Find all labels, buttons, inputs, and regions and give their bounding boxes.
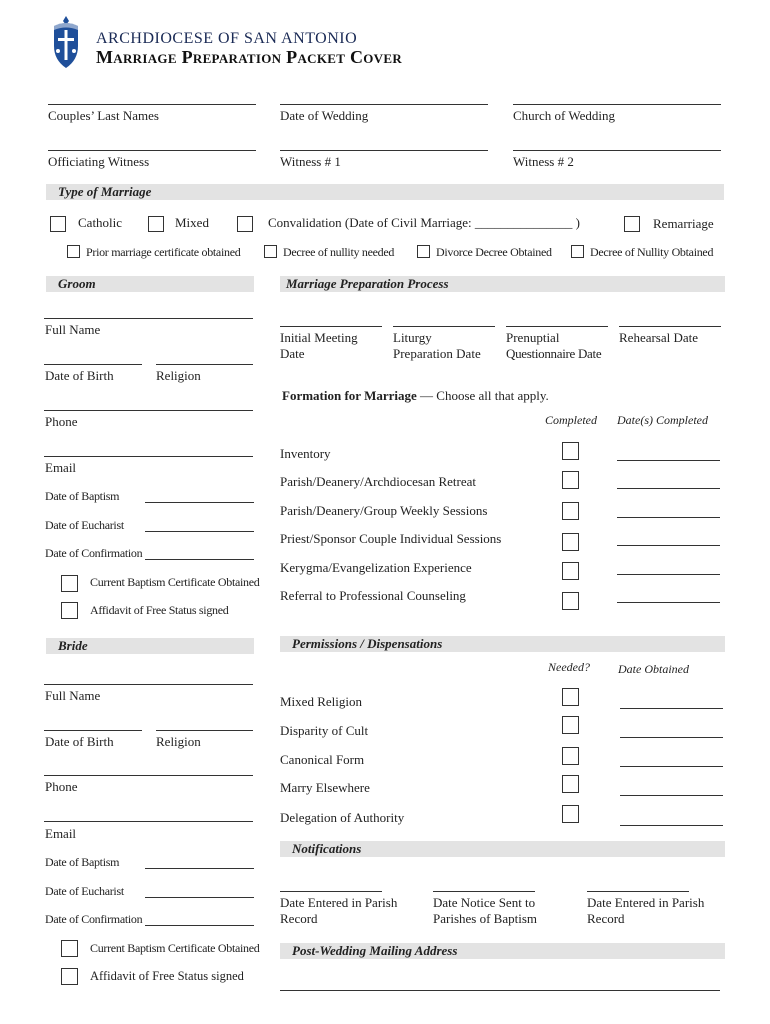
groom-baptism-cert-label: Current Baptism Certificate Obtained <box>90 575 260 589</box>
decree-obtained-checkbox[interactable] <box>571 245 584 258</box>
couples-names-line[interactable] <box>48 104 256 105</box>
groom-affidavit-checkbox[interactable] <box>61 602 78 619</box>
formation-item-counseling: Referral to Professional Counseling <box>280 588 466 603</box>
prenuptial-label-2: Questionnaire Date <box>506 346 602 361</box>
perm-marry-elsewhere: Marry Elsewhere <box>280 780 370 795</box>
church-line[interactable] <box>513 104 721 105</box>
formation-item-weekly: Parish/Deanery/Group Weekly Sessions <box>280 503 488 518</box>
groom-religion-line[interactable] <box>156 364 253 365</box>
bride-eucharist-line[interactable] <box>145 897 254 898</box>
witness1-label: Witness # 1 <box>280 154 341 169</box>
date-entered-label-2: Record <box>280 911 318 926</box>
mixed-religion-checkbox[interactable] <box>562 688 579 706</box>
witness2-label: Witness # 2 <box>513 154 574 169</box>
mixed-checkbox[interactable] <box>148 216 164 232</box>
inventory-checkbox[interactable] <box>562 442 579 460</box>
bride-dob-label: Date of Birth <box>45 734 114 749</box>
groom-eucharist-line[interactable] <box>145 531 254 532</box>
divorce-decree-checkbox[interactable] <box>417 245 430 258</box>
groom-heading: Groom <box>58 276 96 291</box>
mixed-religion-date-line[interactable] <box>620 708 723 709</box>
groom-phone-label: Phone <box>45 414 78 429</box>
church-label: Church of Wedding <box>513 108 615 123</box>
remarriage-label: Remarriage <box>653 216 714 231</box>
bride-religion-label: Religion <box>156 734 201 749</box>
weekly-date-line[interactable] <box>617 517 720 518</box>
perm-disparity-of-cult: Disparity of Cult <box>280 723 369 738</box>
formation-item-inventory: Inventory <box>280 446 331 461</box>
bride-baptism-label: Date of Baptism <box>45 855 120 869</box>
canonical-form-date-line[interactable] <box>620 766 723 767</box>
process-bar <box>280 276 725 292</box>
groom-dob-line[interactable] <box>44 364 142 365</box>
catholic-checkbox[interactable] <box>50 216 66 232</box>
needed-column-header: Needed? <box>548 660 590 674</box>
disparity-date-line[interactable] <box>620 737 723 738</box>
bride-baptism-line[interactable] <box>145 868 254 869</box>
initial-meeting-label-2: Date <box>280 346 305 361</box>
groom-baptism-cert-checkbox[interactable] <box>61 575 78 592</box>
archdiocese-crest-icon <box>48 16 84 70</box>
date-entered-line[interactable] <box>280 891 382 892</box>
witness2-line[interactable] <box>513 150 721 151</box>
date-entered-2-line[interactable] <box>587 891 689 892</box>
officiating-label: Officiating Witness <box>48 154 150 169</box>
initial-meeting-label-1: Initial Meeting <box>280 330 358 345</box>
prenuptial-line[interactable] <box>506 326 608 327</box>
wedding-date-line[interactable] <box>280 104 488 105</box>
bride-confirmation-line[interactable] <box>145 925 254 926</box>
bride-religion-line[interactable] <box>156 730 253 731</box>
disparity-checkbox[interactable] <box>562 716 579 734</box>
permissions-heading: Permissions / Dispensations <box>292 636 443 651</box>
date-obtained-column-header: Date Obtained <box>618 662 689 676</box>
completed-column-header: Completed <box>545 413 597 427</box>
notifications-bar <box>280 841 725 857</box>
rehearsal-label: Rehearsal Date <box>619 330 699 345</box>
groom-baptism-line[interactable] <box>145 502 254 503</box>
formation-heading-rest: — Choose all that apply. <box>416 388 549 403</box>
mailing-address-line[interactable] <box>280 990 720 991</box>
bride-email-label: Email <box>45 826 77 841</box>
groom-religion-label: Religion <box>156 368 201 383</box>
notifications-heading: Notifications <box>292 841 362 856</box>
bride-bar <box>46 638 254 654</box>
date-entered-label-1: Date Entered in Parish <box>280 895 398 910</box>
permissions-bar <box>280 636 725 652</box>
counseling-date-line[interactable] <box>617 602 720 603</box>
date-notice-sent-label-1: Date Notice Sent to <box>433 895 536 910</box>
sponsor-date-line[interactable] <box>617 545 720 546</box>
bride-eucharist-label: Date of Eucharist <box>45 884 124 898</box>
initial-meeting-line[interactable] <box>280 326 382 327</box>
perm-delegation: Delegation of Authority <box>280 810 405 825</box>
delegation-checkbox[interactable] <box>562 805 579 823</box>
formation-heading <box>282 388 549 404</box>
page-title: Marriage Preparation Packet Cover <box>96 47 403 67</box>
marry-elsewhere-date-line[interactable] <box>620 795 723 796</box>
date-entered-2-label-1: Date Entered in Parish <box>587 895 705 910</box>
decree-needed-label: Decree of nullity needed <box>283 245 395 259</box>
groom-confirmation-line[interactable] <box>145 559 254 560</box>
perm-canonical-form: Canonical Form <box>280 752 365 767</box>
officiating-line[interactable] <box>48 150 256 151</box>
groom-full-name-line[interactable] <box>44 318 253 319</box>
bride-affidavit-label: Affidavit of Free Status signed <box>90 969 244 983</box>
bride-baptism-cert-label: Current Baptism Certificate Obtained <box>90 941 260 955</box>
perm-mixed-religion: Mixed Religion <box>280 694 362 709</box>
delegation-date-line[interactable] <box>620 825 723 826</box>
convalidation-label: Convalidation (Date of Civil Marriage: _______________ ) <box>268 215 580 230</box>
marry-elsewhere-checkbox[interactable] <box>562 775 579 793</box>
dates-completed-column-header: Date(s) Completed <box>617 413 708 427</box>
formation-item-kerygma: Kerygma/Evangelization Experience <box>280 560 472 575</box>
couples-names-label: Couples’ Last Names <box>48 108 159 123</box>
groom-eucharist-label: Date of Eucharist <box>45 518 124 532</box>
bride-heading: Bride <box>58 638 88 653</box>
catholic-label: Catholic <box>78 215 123 230</box>
groom-phone-line[interactable] <box>44 410 253 411</box>
kerygma-date-line[interactable] <box>617 574 720 575</box>
groom-email-line[interactable] <box>44 456 253 457</box>
groom-dob-label: Date of Birth <box>45 368 114 383</box>
decree-needed-checkbox[interactable] <box>264 245 277 258</box>
prior-cert-label: Prior marriage certificate obtained <box>86 245 241 259</box>
remarriage-checkbox[interactable] <box>624 216 640 232</box>
groom-full-name-label: Full Name <box>45 322 101 337</box>
kerygma-checkbox[interactable] <box>562 562 579 580</box>
org-name: ARCHDIOCESE OF SAN ANTONIO <box>96 30 358 47</box>
date-entered-2-label-2: Record <box>587 911 625 926</box>
bride-baptism-cert-checkbox[interactable] <box>61 940 78 957</box>
sponsor-checkbox[interactable] <box>562 533 579 551</box>
decree-obtained-label: Decree of Nullity Obtained <box>590 245 714 259</box>
date-notice-sent-line[interactable] <box>433 891 535 892</box>
type-of-marriage-bar <box>46 184 724 200</box>
groom-baptism-label: Date of Baptism <box>45 489 120 503</box>
retreat-date-line[interactable] <box>617 488 720 489</box>
prior-cert-checkbox[interactable] <box>67 245 80 258</box>
mailing-heading: Post-Wedding Mailing Address <box>292 943 458 958</box>
bride-phone-line[interactable] <box>44 775 253 776</box>
groom-affidavit-label: Affidavit of Free Status signed <box>90 603 229 617</box>
bride-phone-label: Phone <box>45 779 78 794</box>
liturgy-label-1: Liturgy <box>393 330 432 345</box>
bride-dob-line[interactable] <box>44 730 142 731</box>
weekly-checkbox[interactable] <box>562 502 579 520</box>
liturgy-line[interactable] <box>393 326 495 327</box>
date-notice-sent-label-2: Parishes of Baptism <box>433 911 537 926</box>
prenuptial-label-1: Prenuptial <box>506 330 560 345</box>
wedding-date-label: Date of Wedding <box>280 108 369 123</box>
mailing-bar <box>280 943 725 959</box>
divorce-decree-label: Divorce Decree Obtained <box>436 245 552 259</box>
bride-full-name-line[interactable] <box>44 684 253 685</box>
canonical-form-checkbox[interactable] <box>562 747 579 765</box>
bride-confirmation-label: Date of Confirmation <box>45 912 143 926</box>
groom-email-label: Email <box>45 460 77 475</box>
counseling-checkbox[interactable] <box>562 592 579 610</box>
groom-confirmation-label: Date of Confirmation <box>45 546 143 560</box>
inventory-date-line[interactable] <box>617 460 720 461</box>
witness1-line[interactable] <box>280 150 488 151</box>
mixed-label: Mixed <box>175 215 209 230</box>
formation-item-retreat: Parish/Deanery/Archdiocesan Retreat <box>280 474 477 489</box>
formation-heading-bold: Formation for Marriage <box>282 388 417 403</box>
bride-affidavit-checkbox[interactable] <box>61 968 78 985</box>
liturgy-label-2: Preparation Date <box>393 346 481 361</box>
rehearsal-line[interactable] <box>619 326 721 327</box>
bride-full-name-label: Full Name <box>45 688 101 703</box>
groom-bar <box>46 276 254 292</box>
bride-email-line[interactable] <box>44 821 253 822</box>
process-heading: Marriage Preparation Process <box>286 276 449 291</box>
formation-item-sponsor: Priest/Sponsor Couple Individual Sessions <box>280 531 502 546</box>
retreat-checkbox[interactable] <box>562 471 579 489</box>
convalidation-checkbox[interactable] <box>237 216 253 232</box>
type-of-marriage-heading: Type of Marriage <box>58 184 152 199</box>
